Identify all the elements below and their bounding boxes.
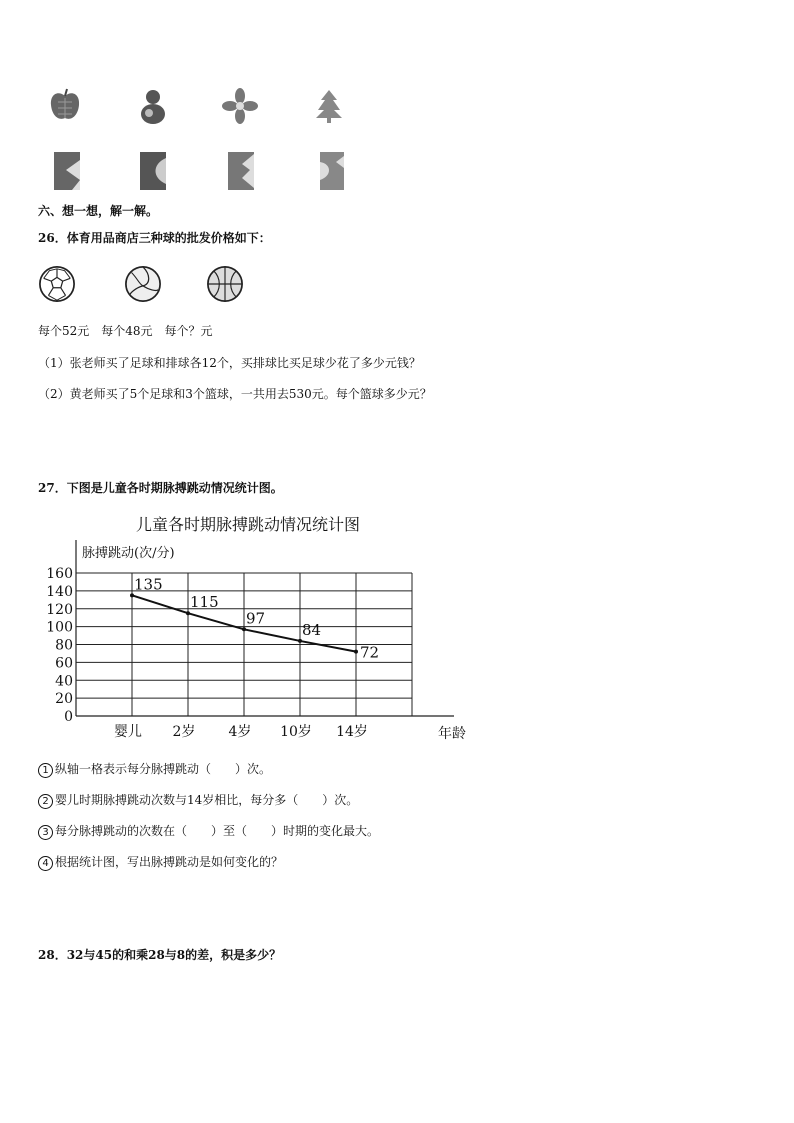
y-tick-label: 0 <box>64 709 73 725</box>
data-label: 115 <box>190 593 219 612</box>
q27-title: 27．下图是儿童各时期脉搏跳动情况统计图。 <box>38 481 283 495</box>
q28-title: 28．32与45的和乘28与8的差，积是多少？ <box>38 948 282 962</box>
q27-item-1 <box>38 761 271 778</box>
item-text: 每分脉搏跳动的次数在（ ）至（ ）时期的变化最大。 <box>55 824 380 838</box>
item-number: 2 <box>38 794 53 809</box>
x-tick-label: 4岁 <box>228 724 252 740</box>
data-point <box>186 611 190 615</box>
item-number: 3 <box>38 825 53 840</box>
data-label: 97 <box>246 609 266 628</box>
item-number: 4 <box>38 856 53 871</box>
apple-shape-icon <box>48 88 82 124</box>
y-tick-label: 100 <box>46 619 73 636</box>
q27-item-2 <box>38 792 358 809</box>
item-number: 1 <box>38 763 53 778</box>
chart-title: 儿童各时期脉搏跳动情况统计图 <box>135 515 361 534</box>
section-heading: 六、想一想，解一解。 <box>38 204 159 218</box>
item-text: 纵轴一格表示每分脉搏跳动（ ）次。 <box>55 762 272 776</box>
folded-shape-1-icon <box>52 150 82 192</box>
data-label: 84 <box>302 620 322 639</box>
flower-shape-icon <box>222 88 258 124</box>
data-point <box>298 639 302 643</box>
data-point <box>130 593 134 597</box>
y-tick-label: 120 <box>46 601 73 618</box>
q27-item-4 <box>38 854 283 871</box>
data-point <box>354 650 358 654</box>
chart-ylabel: 脉搏跳动(次/分) <box>82 546 175 561</box>
item-text: 根据统计图，写出脉搏跳动是如何变化的？ <box>55 855 284 869</box>
y-tick-label: 40 <box>55 673 73 690</box>
gourd-shape-icon <box>136 86 170 126</box>
volleyball-icon <box>124 265 162 303</box>
item-text: 婴儿时期脉搏跳动次数与14岁相比，每分多（ ）次。 <box>55 793 359 807</box>
q26-sub2: （2）黄老师买了5个足球和3个篮球，一共用去530元。每个篮球多少元？ <box>38 387 432 401</box>
folded-shape-3-icon <box>226 150 256 192</box>
y-tick-label: 60 <box>55 655 73 672</box>
y-tick-label: 20 <box>55 691 73 708</box>
basketball-icon <box>206 265 244 303</box>
data-point <box>242 627 246 631</box>
y-tick-label: 160 <box>46 566 73 582</box>
y-tick-label: 80 <box>55 637 73 654</box>
q27-item-3 <box>38 823 379 840</box>
q26-sub1: （1）张老师买了足球和排球各12个，买排球比买足球少花了多少元钱？ <box>38 356 421 370</box>
y-tick-label: 140 <box>46 583 73 600</box>
q26-title: 26．体育用品商店三种球的批发价格如下： <box>38 231 271 245</box>
x-tick-label: 14岁 <box>336 724 368 740</box>
data-label: 72 <box>360 643 380 662</box>
folded-shape-2-icon <box>138 150 168 192</box>
x-tick-label: 2岁 <box>172 724 196 740</box>
data-label: 135 <box>134 575 163 594</box>
x-axis-label: 年龄 <box>438 726 466 742</box>
x-tick-label: 10岁 <box>280 724 312 740</box>
soccer-ball-icon <box>38 265 76 303</box>
x-tick-label: 婴儿 <box>114 724 142 740</box>
folded-shape-4-icon <box>316 150 346 192</box>
pulse-chart <box>30 510 466 746</box>
tree-shape-icon <box>312 88 346 124</box>
q26-prices: 每个52元 每个48元 每个？元 <box>38 324 213 338</box>
